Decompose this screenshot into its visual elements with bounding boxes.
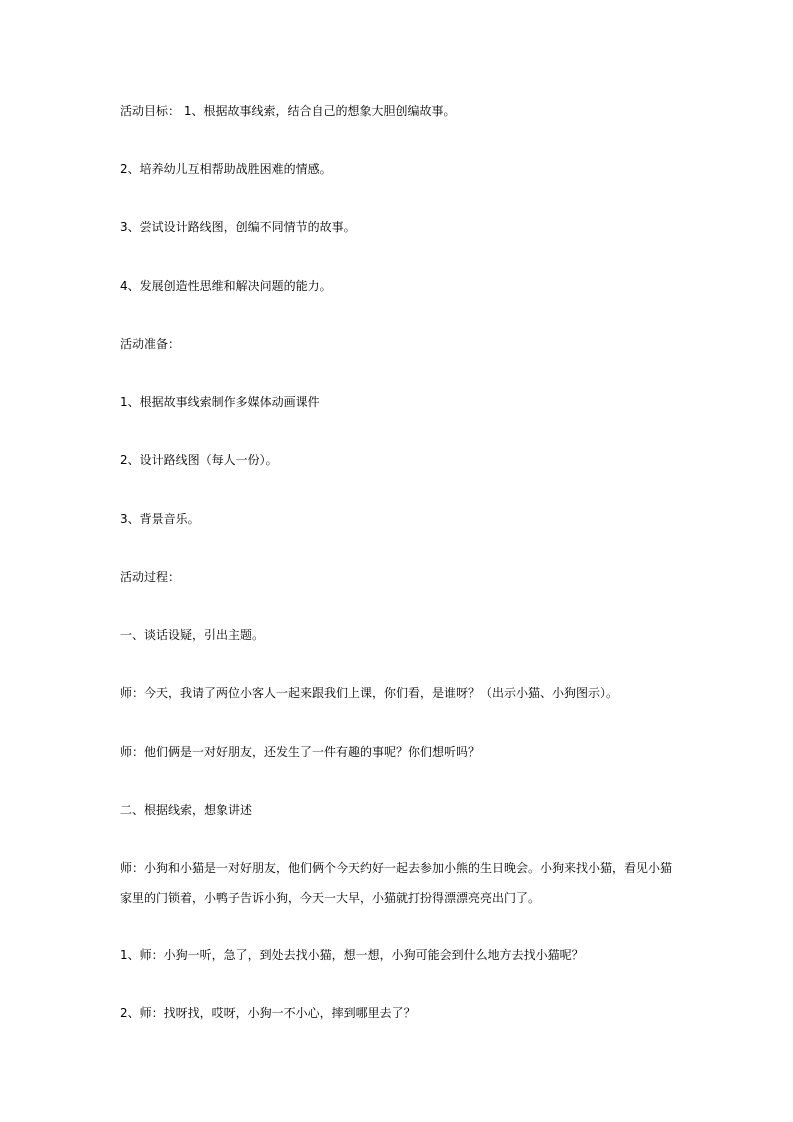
paragraph-question-1: 1、师：小狗一听，急了，到处去找小猫，想一想，小狗可能会到什么地方去找小猫呢？ — [120, 948, 584, 962]
paragraph-story: 师：小狗和小猫是一对好朋友，他们俩个今天约好一起去参加小熊的生日晚会。小狗来找小猫，看见小猫家里的门锁着，小鸭子告诉小狗，今天一大早，小猫就打扮得漂漂亮亮出门了。 — [120, 861, 673, 905]
paragraph-prep-3: 3、背景音乐。 — [120, 512, 200, 526]
paragraph-question-2: 2、师：找呀找，哎呀，小狗一不小心，摔到哪里去了？ — [120, 1006, 416, 1020]
paragraph-prep-2: 2、设计路线图（每人一份）。 — [120, 453, 278, 467]
paragraph-goal-4: 4、发展创造性思维和解决问题的能力。 — [120, 279, 332, 293]
paragraph-step-2: 二、根据线索，想象讲述 — [120, 803, 253, 817]
heading-process: 活动过程： — [120, 570, 181, 584]
heading-preparation: 活动准备： — [120, 337, 181, 351]
paragraph-step-1: 一、谈话设疑，引出主题。 — [120, 628, 265, 642]
paragraph-goal-1: 活动目标： 1、根据故事线索，结合自己的想象大胆创编故事。 — [120, 104, 456, 118]
paragraph-teacher-1: 师：今天，我请了两位小客人一起来跟我们上课，你们看，是谁呀？（出示小猫、小狗图示）。 — [120, 686, 619, 700]
paragraph-goal-3: 3、尝试设计路线图，创编不同情节的故事。 — [120, 220, 356, 234]
paragraph-goal-2: 2、培养幼儿互相帮助战胜困难的情感。 — [120, 162, 332, 176]
paragraph-prep-1: 1、根据故事线索制作多媒体动画课件 — [120, 395, 320, 409]
paragraph-teacher-2: 师：他们俩是一对好朋友，还发生了一件有趣的事呢？你们想听吗？ — [120, 745, 481, 759]
